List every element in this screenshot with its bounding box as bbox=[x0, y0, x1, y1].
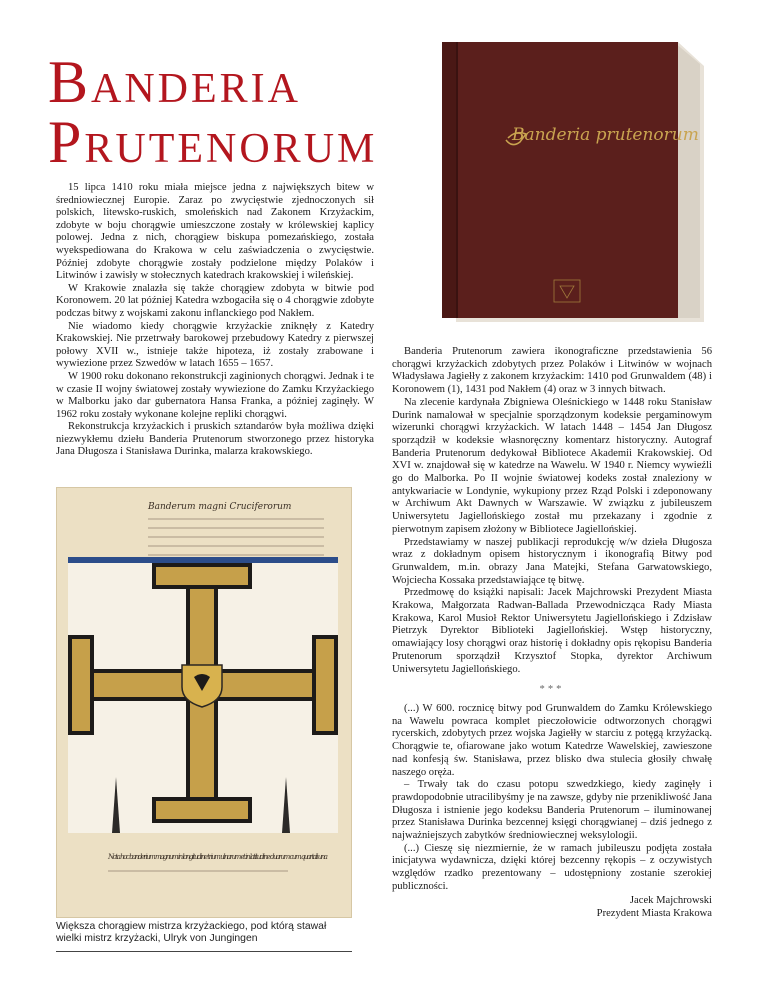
manuscript-caption: Większa chorągiew mistrza krzyżackiego, pod którą stawał wielki mistrz krzyżacki, Ulryk von Jungingen bbox=[56, 921, 352, 952]
description-paragraph: Przedmowę do książki napisali: Jacek Majchrowski Prezydent Miasta Krakowa, Małgorzata Radwan-Ballada Przewodnicząca Rady Miasta Krakowa, Karol Musioł Rektor Uniwersytetu Jagiellońskiego i Zdzisław Pietrzyk Dyrektor Biblioteki Jagiellońskiej. Wstęp historyczny, omawiający losy chorągwi oraz historię i dokładny opis rękopisu Banderia Prutenorum sporządził Krzysztof Stopka, dyrektor Archiwum Uniwersytetu Jagiellońskiego. bbox=[392, 587, 712, 675]
book-spine-text: Banderia prutenorum bbox=[512, 125, 699, 145]
intro-paragraph: Nie wiadomo kiedy chorągwie krzyżackie zniknęły z Katedry Krakowskiej. Nie przetrwały barokowej przebudowy Katedry z pierwszej połowy XVII w., istnieje także hipoteza, iż zostały zrabowane i wywiezione przez Szwedów w latach 1655 – 1657. bbox=[56, 320, 374, 370]
description-text bbox=[392, 346, 712, 921]
description-paragraph: Przedstawiamy w naszej publikacji reprodukcję w/w dzieła Długosza wraz z dokładnym opisem historycznym i ikonografią Bitwy pod Grunwaldem, m.in. obrazy Jana Matejki, Stefana Garwatowskiego, Wojciecha Kossaka przedstawiające tę bitwę. bbox=[392, 536, 712, 586]
page-title-line-2: Prutenorum bbox=[48, 109, 378, 175]
intro-paragraph: Rekonstrukcja krzyżackich i pruskich sztandarów była możliwa dzięki niezwykłemu dziełu Banderia Prutenorum stworzonego przez historyka Jana Długosza i Stanisława Durinka, malarza krakowskiego. bbox=[56, 421, 374, 458]
book-cover-image bbox=[442, 42, 716, 322]
signature-name: Jacek Majchrowski bbox=[629, 894, 712, 906]
manuscript-footer: Nota hoc banderium magnum in longitudine trium ulnarum et in latitudine duarum cum quartali una bbox=[108, 853, 328, 861]
intro-paragraph: 15 lipca 1410 roku miała miejsce jedna z największych bitew w średniowiecznej Europie. Zaraz po zwycięstwie zjednoczonych sił polskich, litewsko-ruskich, smoleńskich nad Zakonem Krzyżackim, zdobyte w boju chorągwie umieszczone zostały w królewskiej kaplicy polowej. Jedna z nich, chorągiew biskupa pomezańskiego, została wyekspediowana do Krakowa w celu zaświadczenia o zwycięstwie. Później zdobyte chorągwie zostały podzielone między Polaków i Litwinów i zawisły w stołecznych katedrach krakowskiej i wileńskiej. bbox=[56, 182, 374, 282]
page-title-line-1: Banderia bbox=[48, 49, 301, 115]
quote-paragraph: (...) W 600. rocznicę bitwy pod Grunwaldem do Zamku Królewskiego na Wawelu powraca komplet pieczołowicie odtworzonych chorągwi rycerskich, zdobytych przez wojska Jagiełły w starciu z potęgą krzyżacką. Chorągwie te, ofiarowane jako wotum Katedrze Wawelskiej, zawieszone nad konfesją św. Stanisława, przez blisko dwa stulecia głosiły chwałę naszego oręża. bbox=[392, 702, 712, 778]
intro-paragraph: W Krakowie znalazła się także chorągiew zdobyta w bitwie pod Koronowem. 20 lat później Katedra wzbogaciła się o 4 chorągwie zdobyte podczas bitwy z wojskami zakonu inflanckiego pod Nakłem. bbox=[56, 282, 374, 319]
description-paragraph: Na zlecenie kardynała Zbigniewa Oleśnickiego w 1448 roku Stanisław Durink namalował w specjalnie sporządzonym kodeksie pergaminowym wizerunki chorągwi krzyżackich. W latach 1448 – 1454 Jan Długosz sporządził w kodeksie własnoręczny komentarz historyczny. Autograf Banderia Prutenorum dedykował Bibliotece Akademii Krakowskiej. Od XVI w. znajdował się w katedrze na Wawelu. W 1940 r. Niemcy wywieźli go do Malborka. Po II wojnie światowej kodeks został znaleziony w antykwariacie w Londynie, wykupiony przez Rząd Polski i zdeponowany w Archiwum Akt Dawnych w Warszawie. W związku z jubileuszem Uniwersytetu Jagiellońskiego został mu przekazany i zgodnie z pierwotnym zapisem złożony w Bibliotece Jagiellońskiej. bbox=[392, 396, 712, 535]
quote-paragraph: – Trwały tak do czasu potopu szwedzkiego, kiedy zaginęły i prawdopodobnie utracilibyśmy je na zawsze, gdyby nie przenikliwość Jana Długosza i istnienie jego kodeksu Banderia Prutenorum – iluminowanej przez Stanisława Durinka bezcennej księgi chorągwianej – dziś jednego z najważniejszych zabytków średniowiecznej weksylologii. bbox=[392, 779, 712, 842]
manuscript-heading: Banderum magni Cruciferorum bbox=[148, 502, 292, 512]
section-separator: *** bbox=[539, 684, 565, 696]
quote-paragraph: (...) Cieszę się niezmiernie, że w ramach jubileuszu podjęta została inicjatywa wydawnicza, dzięki której bezcenny rękopis – z oczywistych względów rzadko prezentowany – udostępniony zostanie szerokiej publiczności. bbox=[392, 842, 712, 892]
manuscript-banner-image bbox=[56, 487, 352, 918]
intro-paragraph: W 1900 roku dokonano rekonstrukcji zaginionych chorągwi. Jednak i te w czasie II wojny światowej zostały wywiezione do Zamku Krzyżackiego w Malborku jako dar gubernatora Hansa Franka, a później zaginęły. W 1962 roku zostały wykonane kolejne repliki chorągwi. bbox=[56, 370, 374, 420]
intro-text bbox=[56, 182, 374, 459]
description-paragraph: Banderia Prutenorum zawiera ikonograficzne przedstawienia 56 chorągwi krzyżackich zdobytych przez Polaków i Litwinów w wojnach Władysława Jagiełły z zakonem krzyżackim: 1410 pod Grunwaldem (48) i Koronowem (1), 1431 pod Nakłem (4) oraz w 3 innych bitwach. bbox=[392, 346, 712, 396]
signature-role: Prezydent Miasta Krakowa bbox=[596, 908, 712, 920]
